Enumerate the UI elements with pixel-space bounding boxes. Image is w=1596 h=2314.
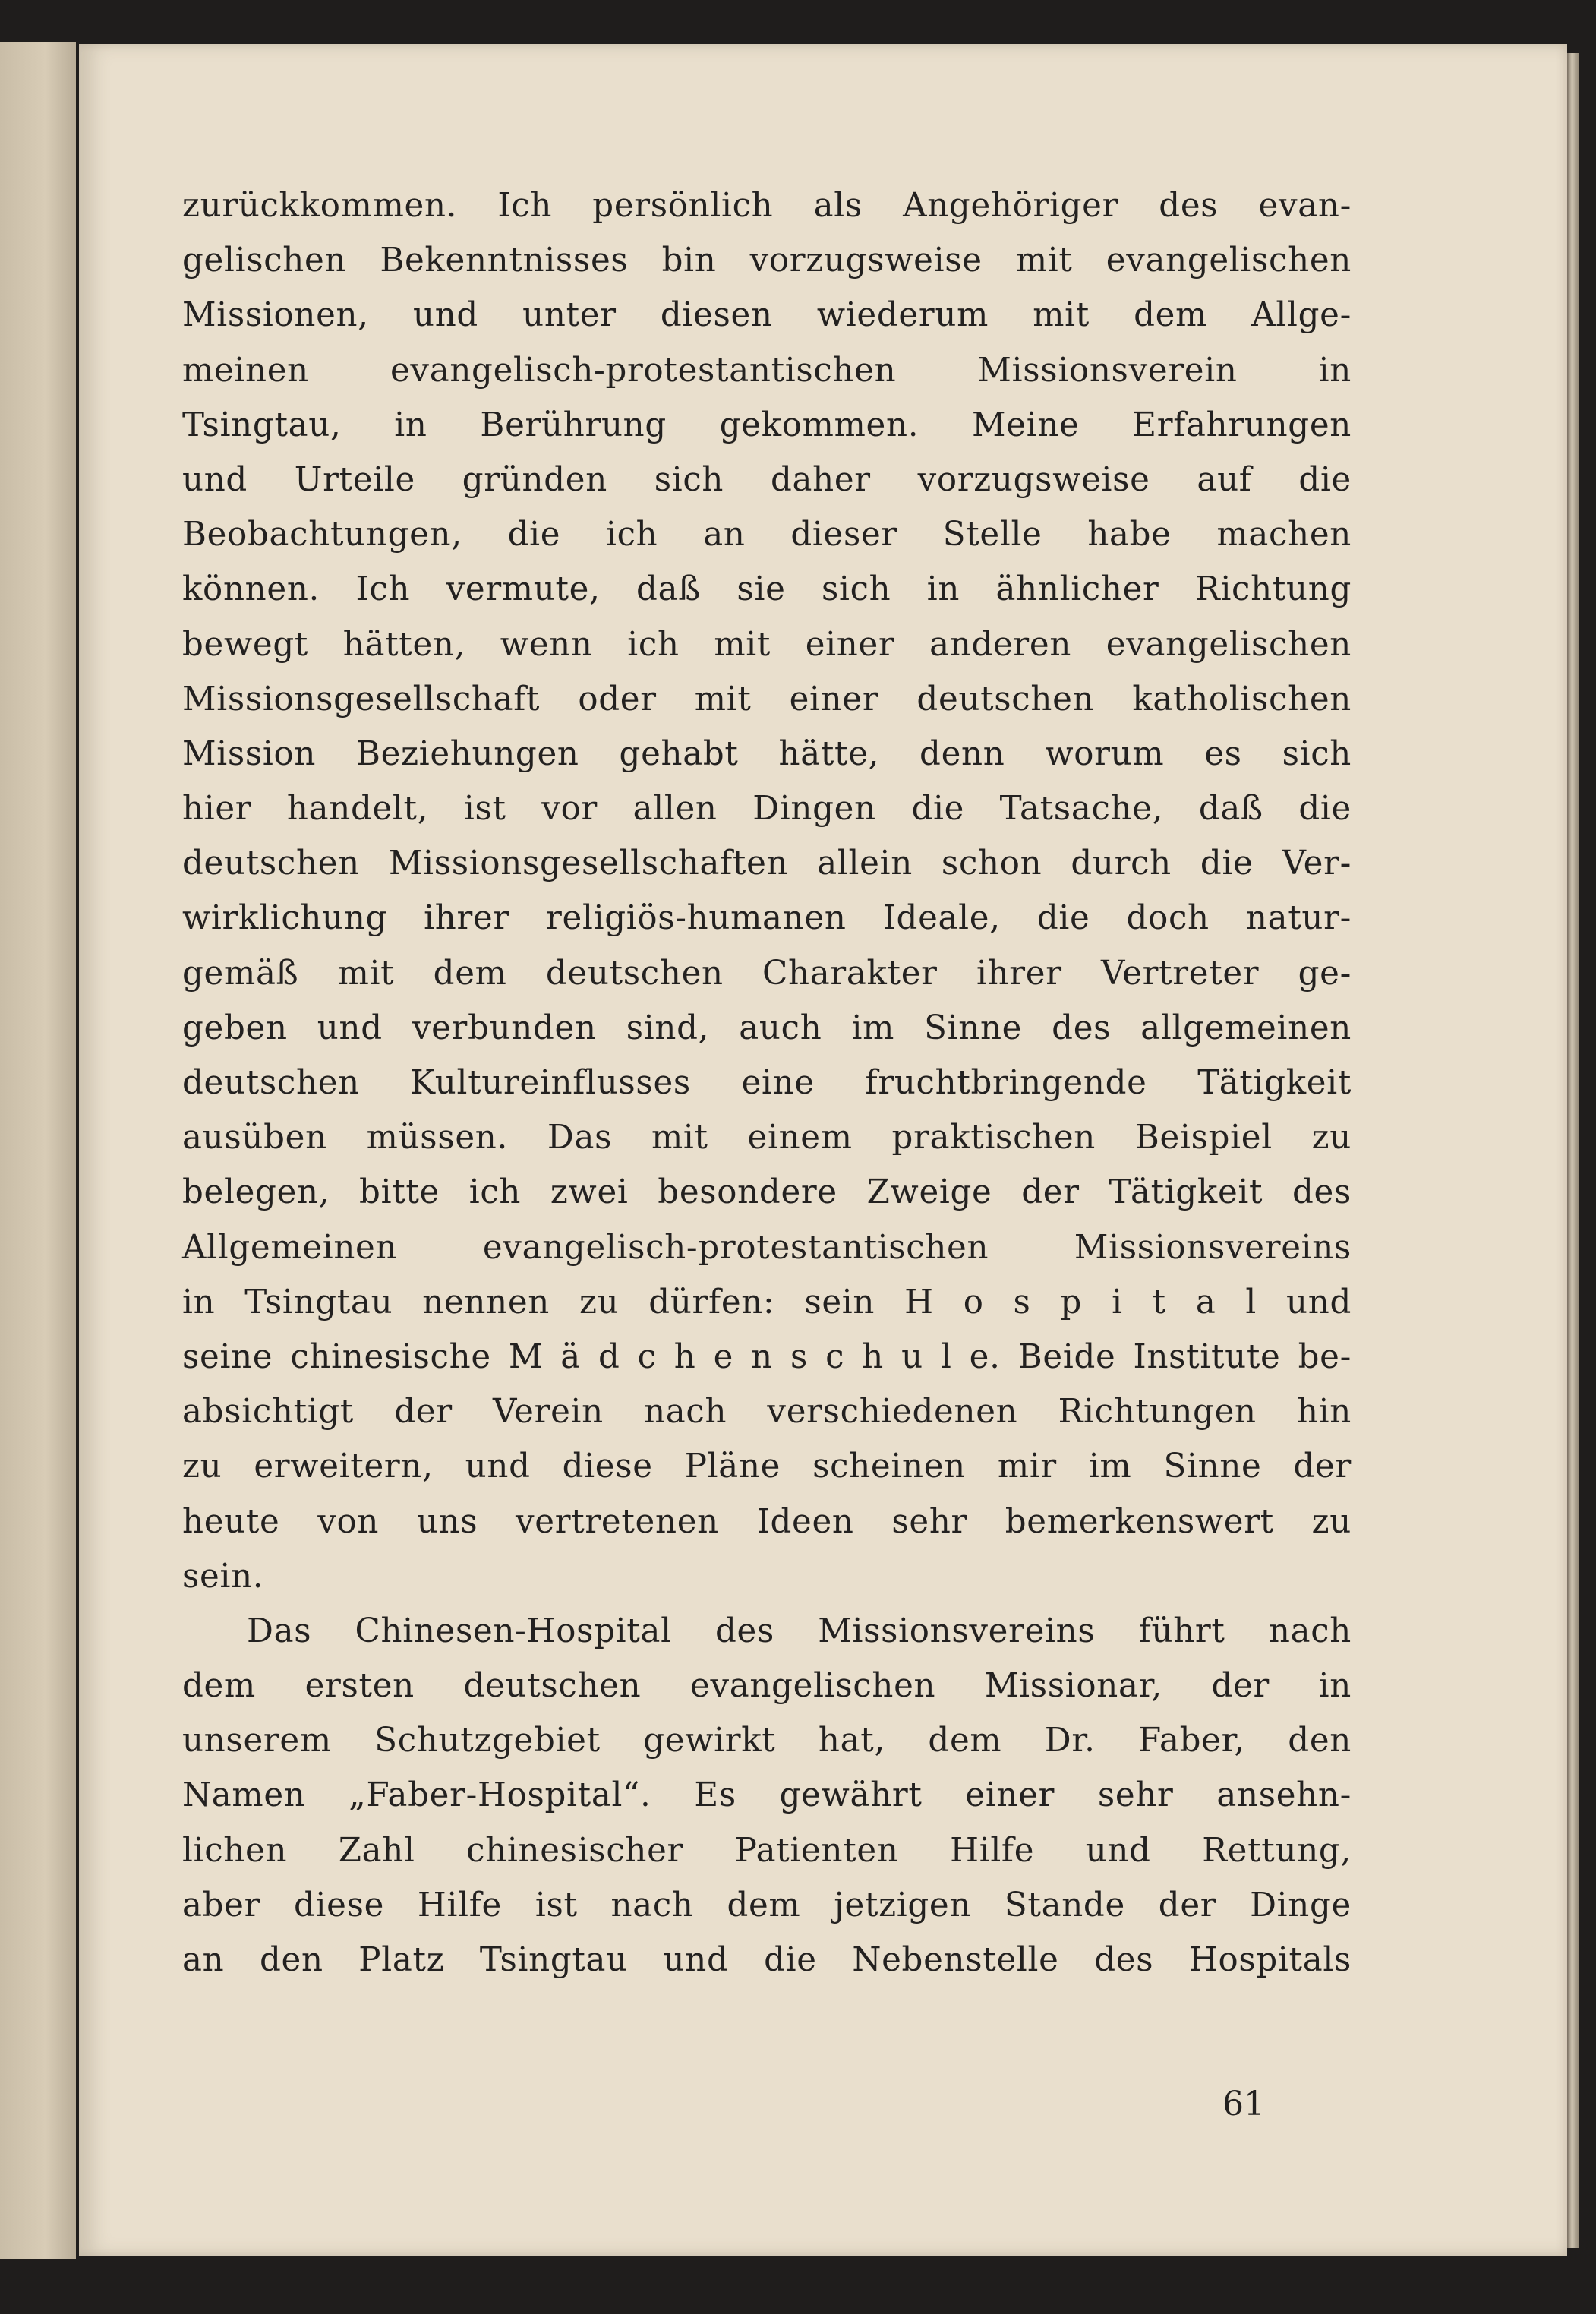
text-line: seine chinesische M ä d c h e n s c h u l e. Beide Institute be- <box>182 1337 1352 1376</box>
text-line: lichen Zahl chinesischer Patienten Hilfe und Rettung, <box>182 1831 1352 1870</box>
page-fore-edge <box>1567 53 1579 2248</box>
body-text <box>182 178 1352 1987</box>
text-line: hier handelt, ist vor allen Dingen die Tatsache, daß die <box>182 790 1352 829</box>
text-line: zu erweitern, und diese Pläne scheinen mir im Sinne der <box>182 1447 1352 1486</box>
text-line: Missionen, und unter diesen wiederum mit dem Allge- <box>182 296 1352 335</box>
left-page-edge <box>0 42 76 2259</box>
text-line: sein. <box>182 1557 264 1596</box>
text-line: geben und verbunden sind, auch im Sinne des allgemeinen <box>182 1009 1352 1047</box>
text-line: belegen, bitte ich zwei besondere Zweige der Tätigkeit des <box>182 1173 1352 1212</box>
text-line: wirklichung ihrer religiös-humanen Ideale, die doch natur- <box>182 899 1352 938</box>
text-line: ausüben müssen. Das mit einem praktischen Beispiel zu <box>182 1119 1352 1157</box>
text-line: deutschen Kultureinflusses eine fruchtbringende Tätigkeit <box>182 1064 1352 1102</box>
text-line: aber diese Hilfe ist nach dem jetzigen Stande der Dinge <box>182 1886 1352 1924</box>
text-line: deutschen Missionsgesellschaften allein schon durch die Ver- <box>182 844 1352 883</box>
text-line: an den Platz Tsingtau und die Nebenstelle des Hospitals <box>182 1941 1352 1979</box>
text-line: zurückkommen. Ich persönlich als Angehöriger des evan- <box>182 187 1352 225</box>
text-line: gelischen Bekenntnisses bin vorzugsweise mit evangelischen <box>182 242 1352 280</box>
text-line: und Urteile gründen sich daher vorzugsweise auf die <box>182 460 1352 499</box>
text-line: dem ersten deutschen evangelischen Missionar, der in <box>182 1667 1352 1706</box>
text-line: Namen „Faber-Hospital“. Es gewährt einer sehr ansehn- <box>182 1776 1352 1815</box>
text-line: Allgemeinen evangelisch-protestantischen Missionsvereins <box>182 1228 1352 1267</box>
text-line: Beobachtungen, die ich an dieser Stelle habe machen <box>182 516 1352 554</box>
text-line: Mission Beziehungen gehabt hätte, denn worum es sich <box>182 734 1352 773</box>
text-line: Missionsgesellschaft oder mit einer deutschen katholischen <box>182 680 1352 718</box>
text-line: können. Ich vermute, daß sie sich in ähnlicher Richtung <box>182 570 1352 609</box>
text-line: heute von uns vertretenen Ideen sehr bemerkenswert zu <box>182 1502 1352 1541</box>
text-line: unserem Schutzgebiet gewirkt hat, dem Dr. Faber, den <box>182 1722 1352 1760</box>
page-number: 61 <box>1222 2085 1265 2123</box>
text-line: gemäß mit dem deutschen Charakter ihrer Vertreter ge- <box>182 954 1352 993</box>
text-line: bewegt hätten, wenn ich mit einer anderen evangelischen <box>182 625 1352 664</box>
text-line: absichtigt der Verein nach verschiedenen Richtungen hin <box>182 1393 1352 1432</box>
text-line: Das Chinesen-Hospital des Missionsvereins führt nach <box>247 1612 1352 1650</box>
text-line: meinen evangelisch-protestantischen Missionsverein in <box>182 351 1352 390</box>
text-line: Tsingtau, in Berührung gekommen. Meine Erfahrungen <box>182 406 1352 444</box>
text-line: in Tsingtau nennen zu dürfen: sein H o s p i t a l und <box>182 1283 1352 1321</box>
